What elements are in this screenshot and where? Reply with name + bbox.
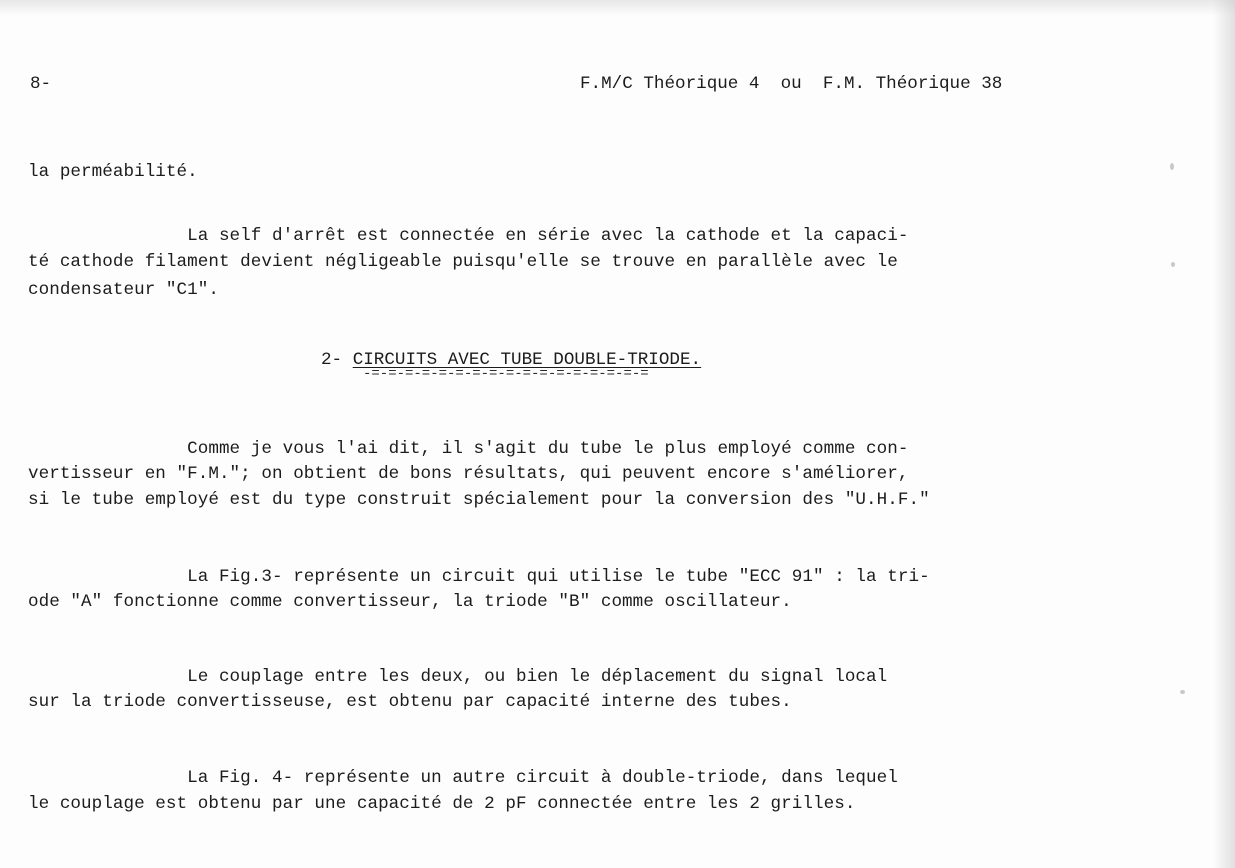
scan-speck <box>1170 163 1174 170</box>
paragraph-line: La Fig.3- représente un circuit qui utilise le tube "ECC 91" : la tri- <box>28 567 930 587</box>
paragraph-line: si le tube employé est du type construit spécialement pour la conversion des "U.H.F." <box>28 490 930 510</box>
paragraph-line: sur la triode convertisseuse, est obtenu par capacité interne des tubes. <box>28 692 792 712</box>
paragraph-line: vertisseur en "F.M."; on obtient de bons résultats, qui peuvent encore s'améliorer, <box>28 464 909 484</box>
paragraph-line: la perméabilité. <box>28 162 198 182</box>
heading-decorative-rule: -=-=-=-=-=-=-=-=-=-=-=-=-=-=-=-=-= <box>363 366 649 382</box>
page-number: 8- <box>30 74 52 94</box>
paragraph-line: Comme je vous l'ai dit, il s'agit du tube le plus employé comme con- <box>28 439 909 459</box>
section-number: 2- <box>321 350 353 370</box>
paragraph-line: La Fig. 4- représente un autre circuit à double-triode, dans lequel <box>28 768 898 788</box>
paragraph-line: té cathode filament devient négligeable puisqu'elle se trouve en parallèle avec le <box>28 252 898 272</box>
paragraph-line: La self d'arrêt est connectée en série avec la cathode et la capaci- <box>28 226 909 246</box>
paragraph-line: condensateur "C1". <box>28 280 219 300</box>
paragraph-line: ode "A" fonctionne comme convertisseur, la triode "B" comme oscillateur. <box>28 592 792 612</box>
scan-edge-shadow <box>1213 0 1235 868</box>
section-title: CIRCUITS AVEC TUBE DOUBLE-TRIODE. <box>352 350 702 370</box>
scan-top-shadow <box>0 0 1235 16</box>
paragraph-line: Le couplage entre les deux, ou bien le déplacement du signal local <box>28 667 888 687</box>
course-reference: F.M/C Théorique 4 ou F.M. Théorique 38 <box>580 74 1003 94</box>
paragraph-line: le couplage est obtenu par une capacité de 2 pF connectée entre les 2 grilles. <box>28 794 856 814</box>
scan-speck <box>1171 262 1175 267</box>
scan-speck <box>1180 690 1185 694</box>
